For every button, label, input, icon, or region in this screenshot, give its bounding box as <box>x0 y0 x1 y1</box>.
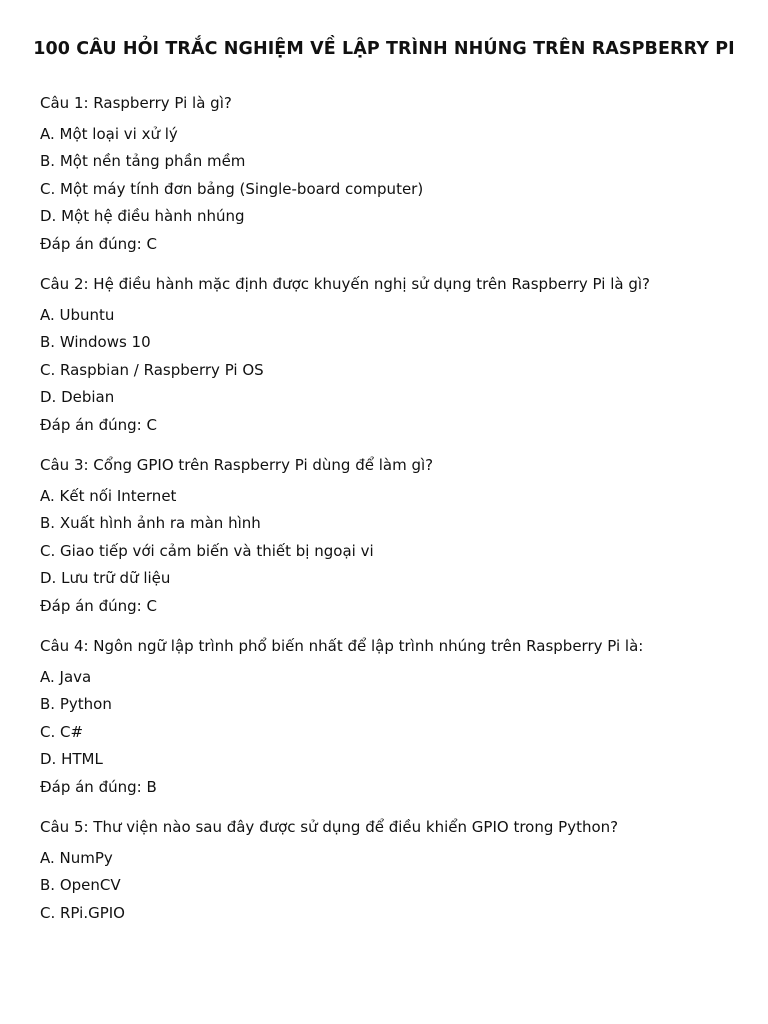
option-c: C. RPi.GPIO <box>40 903 125 922</box>
question-text: Câu 3: Cổng GPIO trên Raspberry Pi dùng để làm gì? <box>40 456 434 474</box>
question-text: Câu 4: Ngôn ngữ lập trình phổ biến nhất để lập trình nhúng trên Raspberry Pi là: <box>40 637 644 655</box>
option-a: A. Một loại vi xử lý <box>40 124 178 143</box>
option-d: D. HTML <box>40 750 103 768</box>
option-a: A. Java <box>40 667 92 686</box>
option-a: A. Kết nối Internet <box>40 486 177 505</box>
option-b: B. Một nền tảng phần mềm <box>40 152 246 170</box>
answer-line: Đáp án đúng: C <box>40 234 157 253</box>
question-list <box>40 90 750 940</box>
option-a: A. Ubuntu <box>40 305 115 324</box>
option-d: D. Lưu trữ dữ liệu <box>40 569 171 587</box>
question-text: Câu 5: Thư viện nào sau đây được sử dụng để điều khiển GPIO trong Python? <box>40 818 619 836</box>
option-d: D. Một hệ điều hành nhúng <box>40 207 245 225</box>
answer-line: Đáp án đúng: C <box>40 415 157 434</box>
question-1 <box>40 90 750 258</box>
question-text: Câu 2: Hệ điều hành mặc định được khuyến nghị sử dụng trên Raspberry Pi là gì? <box>40 275 650 293</box>
question-4 <box>40 633 750 801</box>
question-2 <box>40 271 750 439</box>
question-text: Câu 1: Raspberry Pi là gì? <box>40 94 232 112</box>
option-c: C. Raspbian / Raspberry Pi OS <box>40 360 264 379</box>
option-c: C. C# <box>40 722 84 741</box>
option-b: B. Python <box>40 695 112 713</box>
option-c: C. Một máy tính đơn bảng (Single-board computer) <box>40 179 424 198</box>
option-a: A. NumPy <box>40 848 113 867</box>
answer-line: Đáp án đúng: B <box>40 777 157 796</box>
question-5 <box>40 814 750 927</box>
option-d: D. Debian <box>40 388 115 406</box>
option-c: C. Giao tiếp với cảm biến và thiết bị ngoại vi <box>40 541 374 560</box>
answer-line: Đáp án đúng: C <box>40 596 157 615</box>
option-b: B. OpenCV <box>40 876 121 894</box>
question-3 <box>40 452 750 620</box>
option-b: B. Xuất hình ảnh ra màn hình <box>40 514 261 532</box>
document-title: 100 CÂU HỎI TRẮC NGHIỆM VỀ LẬP TRÌNH NHÚNG TRÊN RASPBERRY PI <box>33 39 735 59</box>
option-b: B. Windows 10 <box>40 333 151 351</box>
